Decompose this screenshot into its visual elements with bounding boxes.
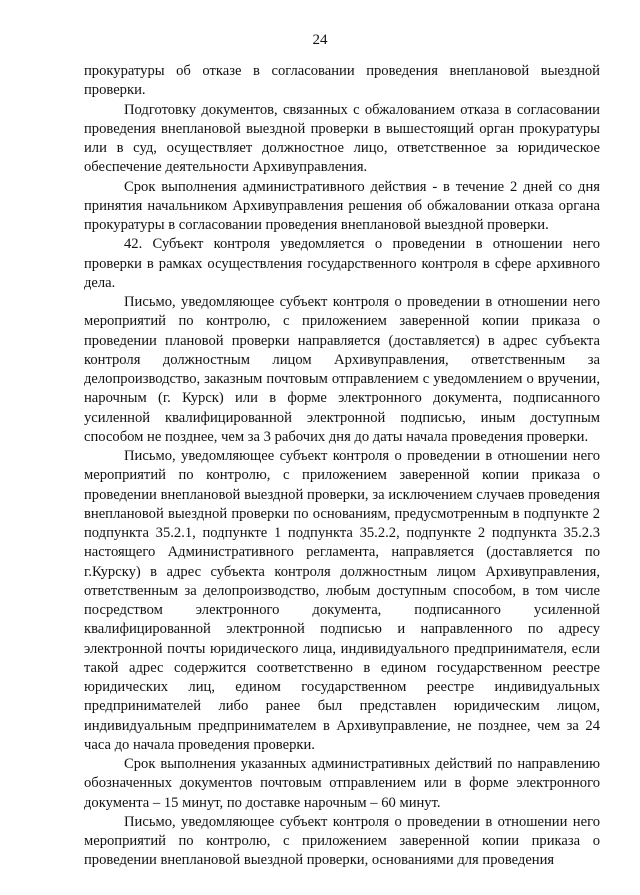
paragraph: Срок выполнения указанных административных действий по направлению обозначенных документов почтовым отправлением или в форме электронного документа – 15 минут, по доставке нарочным – 60 минут. (84, 756, 600, 811)
paragraph: Письмо, уведомляющее субъект контроля о проведении в отношении него мероприятий по контролю, с приложением заверенной копии приказа о проведении плановой проверки направляется (доставляется) в адрес субъекта контроля должностным лицом Архивуправления, ответственным за делопроизводство, заказным почтовым отправлением с уведомлением о вручении, нарочным (г. Курск) или в форме электронного документа, подписанного усиленной квалифицированной электронной подписью, иным доступным способом не позднее, чем за 3 рабочих дня до даты начала проведения проверки. (84, 294, 600, 445)
paragraph: 42. Субъект контроля уведомляется о проведении в отношении него проверки в рамках осуществления государственного контроля в сфере архивного дела. (84, 236, 600, 291)
paragraph: Срок выполнения административного действия - в течение 2 дней со дня принятия начальником Архивуправления решения об обжаловании отказа органа прокуратуры в согласовании проведения внеплановой выездной проверки. (84, 178, 600, 233)
paragraph-continuation: прокуратуры об отказе в согласовании проведения внеплановой выездной проверки. (84, 63, 600, 99)
paragraph: Подготовку документов, связанных с обжалованием отказа в согласовании проведения внеплановой выездной проверки в вышестоящий орган прокуратуры или в суд, осуществляет должностное лицо, ответственное за юридическое обеспечение деятельности Архивуправления. (84, 101, 600, 176)
page-number: 24 (312, 32, 328, 48)
document-body (84, 62, 600, 871)
paragraph: Письмо, уведомляющее субъект контроля о проведении в отношении него мероприятий по контролю, с приложением заверенной копии приказа о проведении внеплановой выездной проверки, за исключением случаев проведения внеплановой выездной проверки по основаниям, предусмотренным в подпункте 2 подпункта 35.2.1, подпункте 1 подпункта 35.2.2, подпункте 2 подпункта 35.2.3 настоящего Административного регламента, направляется (доставляется по г.Курску) в адрес субъекта контроля должностным лицом Архивуправления, ответственным за делопроизводство, любым доступным способом, в том числе посредством электронного документа, подписанного усиленной квалифицированной электронной подписью и направленного по адресу электронной почты юридического лица, индивидуального предпринимателя, если такой адрес содержится соответственно в едином государственном реестре юридических лиц, едином государственном реестре индивидуальных предпринимателей либо ранее был представлен юридическим лицом, индивидуальным предпринимателем в Архивуправление, не позднее, чем за 24 часа до начала проведения проверки. (84, 448, 600, 753)
paragraph: Письмо, уведомляющее субъект контроля о проведении в отношении него мероприятий по контролю, с приложением заверенной копии приказа о проведении внеплановой выездной проверки, основаниями для проведения (84, 813, 600, 869)
